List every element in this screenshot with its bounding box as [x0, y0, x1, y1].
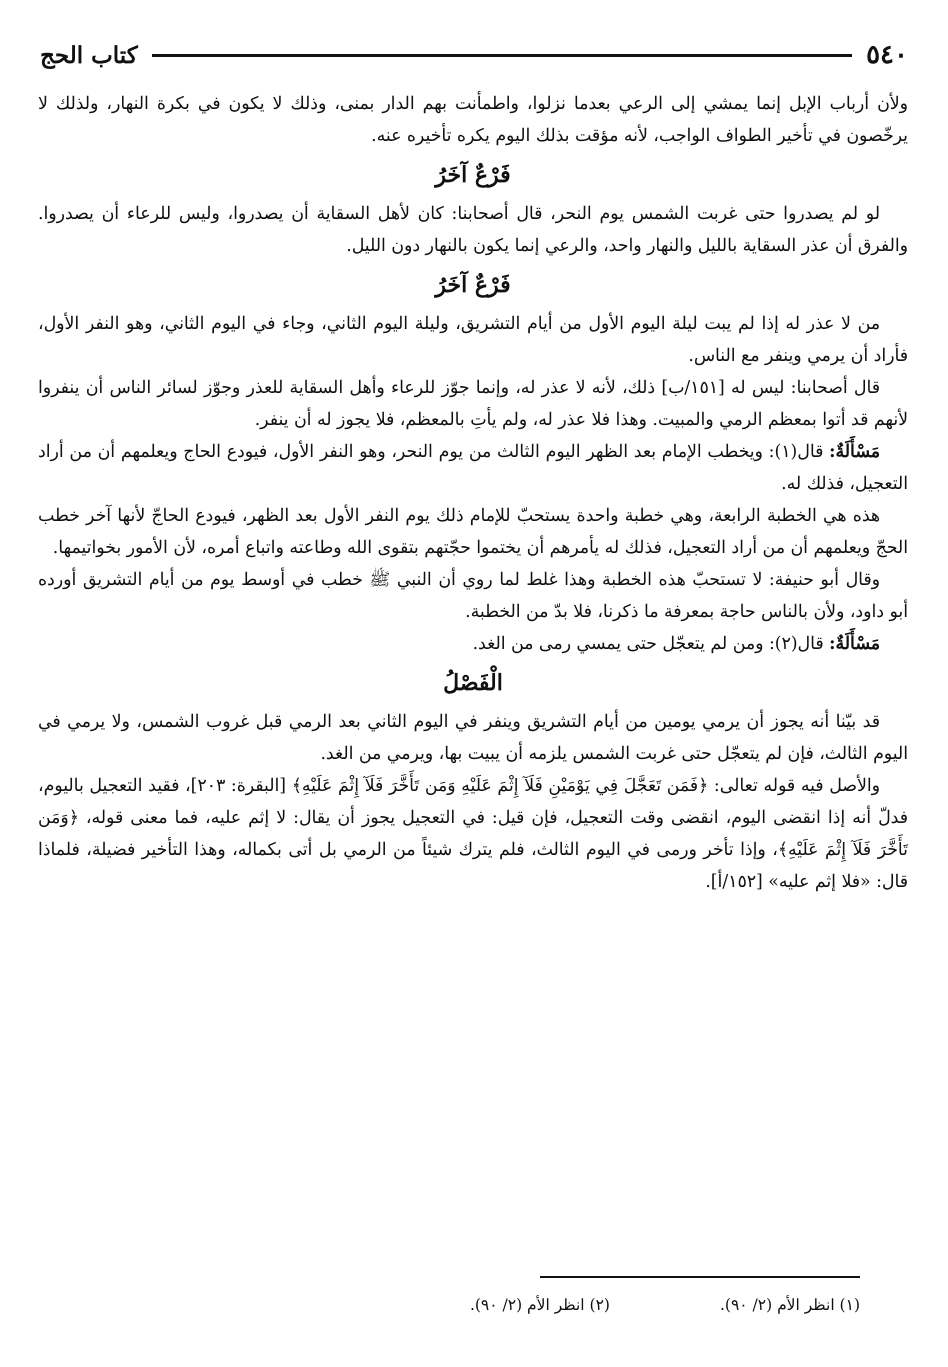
section-heading-far2: فَرْعٌ آخَرُ: [435, 272, 511, 298]
book-title: كتاب الحج: [40, 41, 138, 69]
quran-verse-2: ﴿وَمَن تَأَخَّرَ فَلَآ إِثْمَ عَلَيْهِ﴾: [38, 808, 908, 860]
masala-2-text: قال(٢): ومن لم يتعجّل حتى يمسي رمى من الغد.: [472, 634, 830, 654]
section-heading-far1: فَرْعٌ آخَرُ: [435, 162, 511, 188]
section1-paragraph: لو لم يصدروا حتى غربت الشمس يوم النحر، قال أصحابنا: كان لأهل السقاية أن يصدروا، وليس للرعاء أن يصدروا. والفرق أن عذر السقاية بالليل والنهار واحد، والرعي إنما يكون بالنهار دون الليل.: [38, 204, 908, 256]
abu-hanifa-paragraph: وقال أبو حنيفة: لا تستحبّ هذه الخطبة وهذا غلط لما روي أن النبي ﷺ خطب في أوسط يوم من أيام التشريق أورده أبو داود، ولأن بالناس حاجة بمعرفة ما ذكرنا، فلا بدّ من الخطبة.: [38, 570, 908, 622]
intro-paragraph: ولأن أرباب الإبل إنما يمشي إلى الرعي بعدما نزلوا، واطمأنت بهم الدار بمنى، وذلك لا يكون في بكرة النهار، ولذلك لا يرخّصون في تأخير الطواف الواجب، لأنه مؤقت بذلك اليوم يكره تأخيره عنه.: [38, 94, 908, 146]
section2-paragraph-1: من لا عذر له إذا لم يبت ليلة اليوم الأول من أيام التشريق، وليلة اليوم الثاني، وجاء في اليوم الثاني، وهو النفر الأول، فأراد أن يرمي وينفر مع الناس.: [38, 314, 908, 366]
quran-verse-1: ﴿فَمَن تَعَجَّلَ فِي يَوْمَيْنِ فَلَآ إِثْمَ عَلَيْهِ وَمَن تَأَخَّرَ فَلَآ إِثْمَ عَلَيْهِ﴾: [291, 776, 709, 796]
fasl-p2-start: والأصل فيه قوله تعالى:: [708, 776, 880, 796]
khutba-paragraph: هذه هي الخطبة الرابعة، وهي خطبة واحدة يستحبّ للإمام ذلك يوم النفر الأول بعد الظهر، فيودع الحاجّ لأنها آخر خطب الحجّ ويعلمهم أن من أراد التعجيل، فذلك له يأمرهم أن يختموا حجّتهم بتقوى الله وطاعته واتباع أمره، لأن الأمور بخواتيمها.: [38, 506, 908, 558]
footnote-rule: [540, 1276, 860, 1278]
masala-1-paragraph: [38, 436, 908, 500]
masala-1-text: قال(١): ويخطب الإمام بعد الظهر اليوم الثالث من يوم النحر، وهو النفر الأول، فيودع الحاج ويعلمهم أن من أراد التعجيل، فذلك له.: [38, 442, 908, 494]
masala-1-label: مَسْأَلَةٌ:: [829, 442, 880, 462]
fasl-p2-end: ، وإذا تأخر ورمى في اليوم الثالث، فلم يترك شيئاً من الرمي بل أتى بكماله، وهذا التأخير فضيلة، فلماذا قال: «فلا إثم عليه» [١٥٢/أ].: [38, 840, 908, 892]
main-text: [38, 88, 908, 898]
fasl-p2-mid: [البقرة: ٢٠٣]، فقيد التعجيل باليوم، فدلّ أنه إذا انقضى اليوم، انقضى وقت التعجيل، فإن قيل: في التعجيل يجوز أن يقال: لا إثم عليه، فما معنى قوله،: [38, 776, 908, 828]
header-rule: [152, 54, 852, 57]
footnote-2: (٢) انظر الأم (٢/ ٩٠).: [469, 1296, 610, 1314]
footnotes: [40, 1292, 860, 1318]
section2-paragraph-2: قال أصحابنا: ليس له [١٥١/ب] ذلك، لأنه لا عذر له، وإنما جوّز للرعاء وأهل السقاية للعذر وجوّز لسائر الناس أن ينفروا لأنهم قد أتوا بمعظم الرمي والمبيت. وهذا فلا عذر له، ولم يأتِ بالمعظم، فلا يجوز له أن ينفر.: [38, 378, 908, 430]
section-heading-fasl: الْفَصْلُ: [443, 670, 503, 696]
fasl-paragraph-1: قد بيّنا أنه يجوز أن يرمي يومين من أيام التشريق وينفر في اليوم الثاني بعد الرمي قبل غروب الشمس، ولا يرمي في اليوم الثالث، فإن لم يتعجّل حتى غربت الشمس يلزمه أن يبيت بها، ويرمي من الغد.: [38, 712, 908, 764]
footnote-1: (١) انظر الأم (٢/ ٩٠).: [719, 1296, 860, 1314]
masala-2-paragraph: [38, 628, 908, 660]
fasl-paragraph-2: [38, 770, 908, 898]
page-header: [40, 34, 908, 76]
page-number: ٥٤٠: [866, 40, 908, 70]
masala-2-label: مَسْأَلَةٌ:: [829, 634, 880, 654]
